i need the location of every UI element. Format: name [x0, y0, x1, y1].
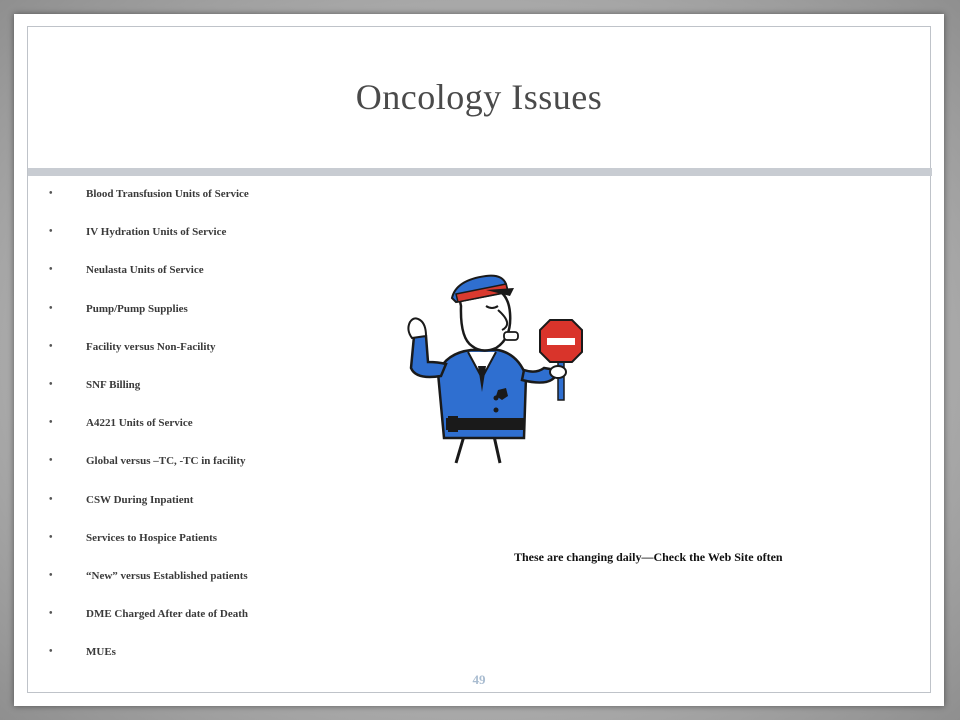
bullet-icon: • — [49, 493, 53, 505]
bullet-list — [48, 186, 249, 682]
bullet-icon: • — [49, 455, 53, 467]
page-number: 49 — [472, 672, 486, 687]
list-item-text: Neulasta Units of Service — [86, 264, 204, 277]
bullet-icon: • — [49, 417, 53, 429]
list-item — [48, 301, 249, 339]
title-divider — [28, 168, 932, 176]
list-item-text: A4221 Units of Service — [86, 417, 193, 430]
list-item-text: Blood Transfusion Units of Service — [86, 188, 249, 200]
bullet-icon: • — [49, 302, 53, 314]
list-item — [48, 224, 249, 262]
list-item — [48, 530, 249, 568]
list-item-text: DME Charged After date of Death — [86, 608, 249, 621]
bullet-icon: • — [49, 646, 53, 658]
bullet-icon: • — [49, 378, 53, 390]
list-item-text: MUEs — [86, 646, 116, 659]
list-item-text: Services to Hospice Patients — [86, 531, 218, 544]
list-item — [48, 453, 249, 491]
bullet-icon: • — [49, 264, 53, 276]
list-item-text: Facility versus Non-Facility — [86, 340, 216, 353]
list-item-text: CSW During Inpatient — [86, 493, 194, 506]
list-item-text: “New” versus Established patients — [86, 569, 248, 582]
list-item — [48, 568, 249, 606]
traffic-cop-illustration — [386, 258, 586, 478]
list-item — [48, 415, 249, 453]
bullet-icon: • — [49, 226, 53, 238]
list-item-text: IV Hydration Units of Service — [86, 226, 227, 239]
bullet-icon: • — [49, 608, 53, 620]
bullet-icon: • — [49, 340, 53, 352]
list-item-text: Pump/Pump Supplies — [86, 302, 188, 315]
bullet-icon: • — [49, 188, 53, 199]
notice-text: These are changing daily—Check the Web Site often — [514, 550, 783, 564]
bullet-icon: • — [49, 531, 53, 543]
list-item — [48, 377, 249, 415]
list-item — [48, 339, 249, 377]
bullet-icon: • — [49, 569, 53, 581]
list-item — [48, 606, 249, 644]
list-item — [48, 262, 249, 300]
list-item-text: Global versus –TC, -TC in facility — [86, 455, 246, 468]
list-item-text: SNF Billing — [86, 378, 141, 391]
list-item — [48, 492, 249, 530]
list-item — [48, 186, 249, 224]
slide — [14, 14, 944, 706]
slide-title: Oncology Issues — [355, 77, 603, 117]
